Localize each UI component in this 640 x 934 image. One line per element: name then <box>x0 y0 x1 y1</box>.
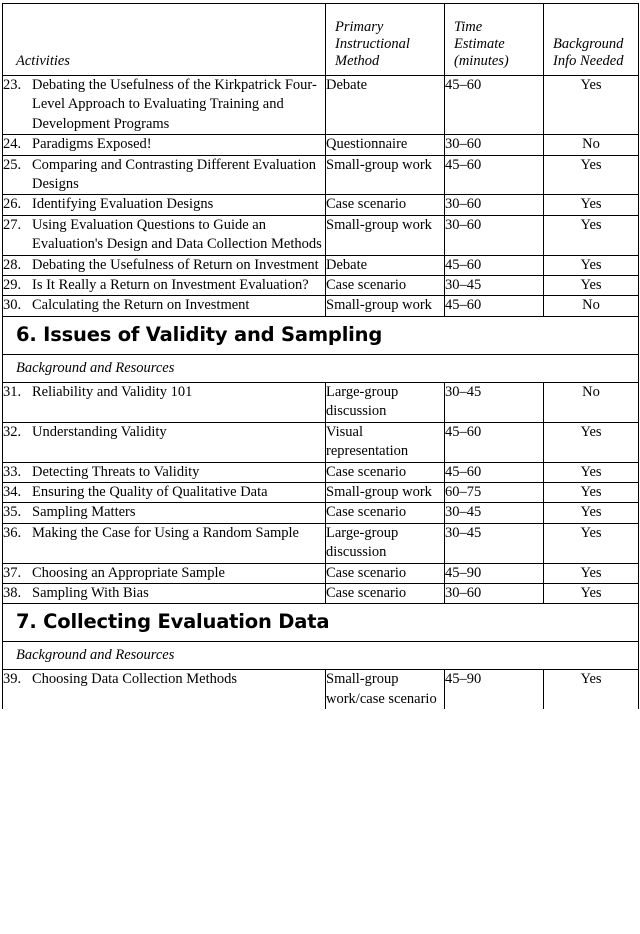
cell-background-info-needed: Yes <box>544 422 639 462</box>
subsection-heading-label: Background and Resources <box>16 359 175 376</box>
activity-number: 32. <box>3 423 22 440</box>
column-header-method-line-2: Instructional <box>335 36 410 52</box>
activity-title: Detecting Threats to Validity <box>32 463 200 480</box>
activity-number: 38. <box>3 584 22 601</box>
cell-background-info-needed: Yes <box>544 255 639 275</box>
cell-primary-instructional-method: Large-group discussion <box>326 523 445 563</box>
column-header-time-line-1: Time <box>454 19 483 35</box>
cell-primary-instructional-method: Debate <box>326 255 445 275</box>
activity-number: 24. <box>3 136 22 153</box>
cell-background-info-needed: Yes <box>544 276 639 296</box>
section-heading-row <box>3 316 639 354</box>
cell-primary-instructional-method: Small-group work <box>326 482 445 502</box>
activity-number: 29. <box>3 277 22 294</box>
activity-title: Choosing Data Collection Methods <box>32 671 237 688</box>
activity-title: Understanding Validity <box>32 423 167 440</box>
table-row <box>3 563 639 583</box>
activity-title: Calculating the Return on Investment <box>32 297 250 314</box>
cell-primary-instructional-method: Small-group work/case scenario <box>326 670 445 709</box>
cell-time-estimate: 30–45 <box>445 503 544 523</box>
cell-time-estimate: 45–90 <box>445 563 544 583</box>
cell-activity <box>3 523 326 563</box>
activity-number: 25. <box>3 156 22 173</box>
activity-title: Identifying Evaluation Designs <box>32 196 214 213</box>
cell-activity <box>3 563 326 583</box>
cell-background-info-needed: No <box>544 135 639 155</box>
cell-activity <box>3 296 326 316</box>
section-heading-cell <box>3 316 639 354</box>
activity-title: Paradigms Exposed! <box>32 136 152 153</box>
cell-primary-instructional-method: Questionnaire <box>326 135 445 155</box>
cell-background-info-needed: No <box>544 296 639 316</box>
cell-activity <box>3 155 326 195</box>
cell-background-info-needed: Yes <box>544 523 639 563</box>
activity-title: Ensuring the Quality of Qualitative Data <box>32 483 268 500</box>
column-header-background-info-needed <box>544 4 639 76</box>
table-row <box>3 382 639 422</box>
activity-number: 33. <box>3 463 22 480</box>
table-row <box>3 523 639 563</box>
table-row <box>3 482 639 502</box>
cell-activity <box>3 276 326 296</box>
cell-time-estimate: 45–60 <box>445 462 544 482</box>
table-row <box>3 155 639 195</box>
table-row <box>3 422 639 462</box>
table-row <box>3 296 639 316</box>
cell-time-estimate: 30–45 <box>445 382 544 422</box>
cell-primary-instructional-method: Small-group work <box>326 155 445 195</box>
cell-background-info-needed: Yes <box>544 462 639 482</box>
table-header-row <box>3 4 639 76</box>
column-header-time-estimate <box>445 4 544 76</box>
column-header-method-line-3: Method <box>335 53 380 69</box>
cell-primary-instructional-method: Visual representation <box>326 422 445 462</box>
column-header-time-line-2: Estimate <box>454 36 505 52</box>
cell-time-estimate: 45–60 <box>445 422 544 462</box>
cell-time-estimate: 45–60 <box>445 296 544 316</box>
cell-primary-instructional-method: Case scenario <box>326 276 445 296</box>
cell-primary-instructional-method: Case scenario <box>326 195 445 215</box>
cell-time-estimate: 30–60 <box>445 195 544 215</box>
cell-background-info-needed: Yes <box>544 76 639 135</box>
subsection-heading-row <box>3 354 639 382</box>
activity-title: Debating the Usefulness of the Kirkpatrick Four-Level Approach to Evaluating Training and Development Programs <box>32 77 317 132</box>
cell-primary-instructional-method: Case scenario <box>326 462 445 482</box>
subsection-heading-cell <box>3 642 639 670</box>
cell-time-estimate: 45–60 <box>445 76 544 135</box>
cell-activity <box>3 583 326 603</box>
activity-number: 39. <box>3 671 22 688</box>
column-header-background-line-1: Background <box>553 36 624 52</box>
activity-number: 36. <box>3 524 22 541</box>
activity-number: 26. <box>3 196 22 213</box>
cell-activity <box>3 422 326 462</box>
table-row <box>3 462 639 482</box>
cell-time-estimate: 30–45 <box>445 276 544 296</box>
activity-number: 28. <box>3 256 22 273</box>
cell-primary-instructional-method: Small-group work <box>326 296 445 316</box>
table-row <box>3 255 639 275</box>
table-row <box>3 195 639 215</box>
activity-number: 30. <box>3 297 22 314</box>
cell-background-info-needed: Yes <box>544 583 639 603</box>
cell-time-estimate: 60–75 <box>445 482 544 502</box>
cell-activity <box>3 503 326 523</box>
activity-title: Debating the Usefulness of Return on Investment <box>32 256 319 273</box>
section-heading-label: 6. Issues of Validity and Sampling <box>16 322 383 346</box>
cell-time-estimate: 45–60 <box>445 255 544 275</box>
activity-number: 34. <box>3 483 22 500</box>
cell-activity <box>3 255 326 275</box>
cell-background-info-needed: Yes <box>580 671 602 688</box>
cell-time-estimate: 30–60 <box>445 135 544 155</box>
cell-activity <box>3 462 326 482</box>
cell-background-info-needed: No <box>544 382 639 422</box>
cell-activity <box>3 670 326 709</box>
activity-title: Sampling With Bias <box>32 584 149 601</box>
subsection-heading-cell <box>3 354 639 382</box>
cell-primary-instructional-method: Large-group discussion <box>326 382 445 422</box>
table-row <box>3 583 639 603</box>
cell-primary-instructional-method: Small-group work <box>326 215 445 255</box>
subsection-heading-label: Background and Resources <box>16 647 175 664</box>
column-header-activities <box>3 4 326 76</box>
table-body <box>3 4 639 710</box>
section-heading-row <box>3 604 639 642</box>
table-row <box>3 135 639 155</box>
cell-primary-instructional-method: Case scenario <box>326 563 445 583</box>
activity-title: Making the Case for Using a Random Sample <box>32 524 299 541</box>
activity-title: Choosing an Appropriate Sample <box>32 564 225 581</box>
activity-title: Using Evaluation Questions to Guide an Evaluation's Design and Data Collection Methods <box>32 216 322 253</box>
activity-number: 37. <box>3 564 22 581</box>
table-row <box>3 276 639 296</box>
activity-number: 23. <box>3 77 22 93</box>
column-header-activities-label: Activities <box>16 53 70 69</box>
cell-activity <box>3 135 326 155</box>
cell-time-estimate: 30–60 <box>445 215 544 255</box>
activity-number: 27. <box>3 216 22 233</box>
cell-background-info-needed: Yes <box>544 215 639 255</box>
activity-number: 31. <box>3 383 22 400</box>
cell-primary-instructional-method: Case scenario <box>326 583 445 603</box>
cell-primary-instructional-method: Debate <box>326 76 445 135</box>
cell-time-estimate: 30–60 <box>445 583 544 603</box>
activity-number: 35. <box>3 504 22 521</box>
cell-time-estimate: 45–90 <box>445 670 544 709</box>
table-row <box>3 76 639 135</box>
table-row <box>3 503 639 523</box>
column-header-method-line-1: Primary <box>335 19 384 35</box>
activity-title: Reliability and Validity 101 <box>32 383 193 400</box>
cell-background-info-needed: Yes <box>544 482 639 502</box>
column-header-primary-instructional-method <box>326 4 445 76</box>
section-heading-cell <box>3 604 639 642</box>
subsection-heading-row <box>3 642 639 670</box>
cell-activity <box>3 482 326 502</box>
cell-activity <box>3 382 326 422</box>
cell-activity <box>3 195 326 215</box>
column-header-background-line-2: Info Needed <box>553 53 624 69</box>
cell-background-info-needed: Yes <box>544 503 639 523</box>
table-row <box>3 215 639 255</box>
table-row <box>3 670 639 709</box>
cell-activity <box>3 76 326 135</box>
activity-title: Is It Really a Return on Investment Evaluation? <box>32 277 309 294</box>
cell-background-info-needed: Yes <box>544 563 639 583</box>
cell-time-estimate: 30–45 <box>445 523 544 563</box>
cell-activity <box>3 215 326 255</box>
activity-title: Sampling Matters <box>32 504 136 521</box>
cell-background-info-needed: Yes <box>544 195 639 215</box>
activities-table <box>2 3 639 709</box>
cell-primary-instructional-method: Case scenario <box>326 503 445 523</box>
column-header-time-line-3: (minutes) <box>454 53 509 69</box>
cell-background-info-needed: Yes <box>544 155 639 195</box>
section-heading-label: 7. Collecting Evaluation Data <box>16 610 330 634</box>
activity-title: Comparing and Contrasting Different Evaluation Designs <box>32 156 317 193</box>
cell-time-estimate: 45–60 <box>445 155 544 195</box>
